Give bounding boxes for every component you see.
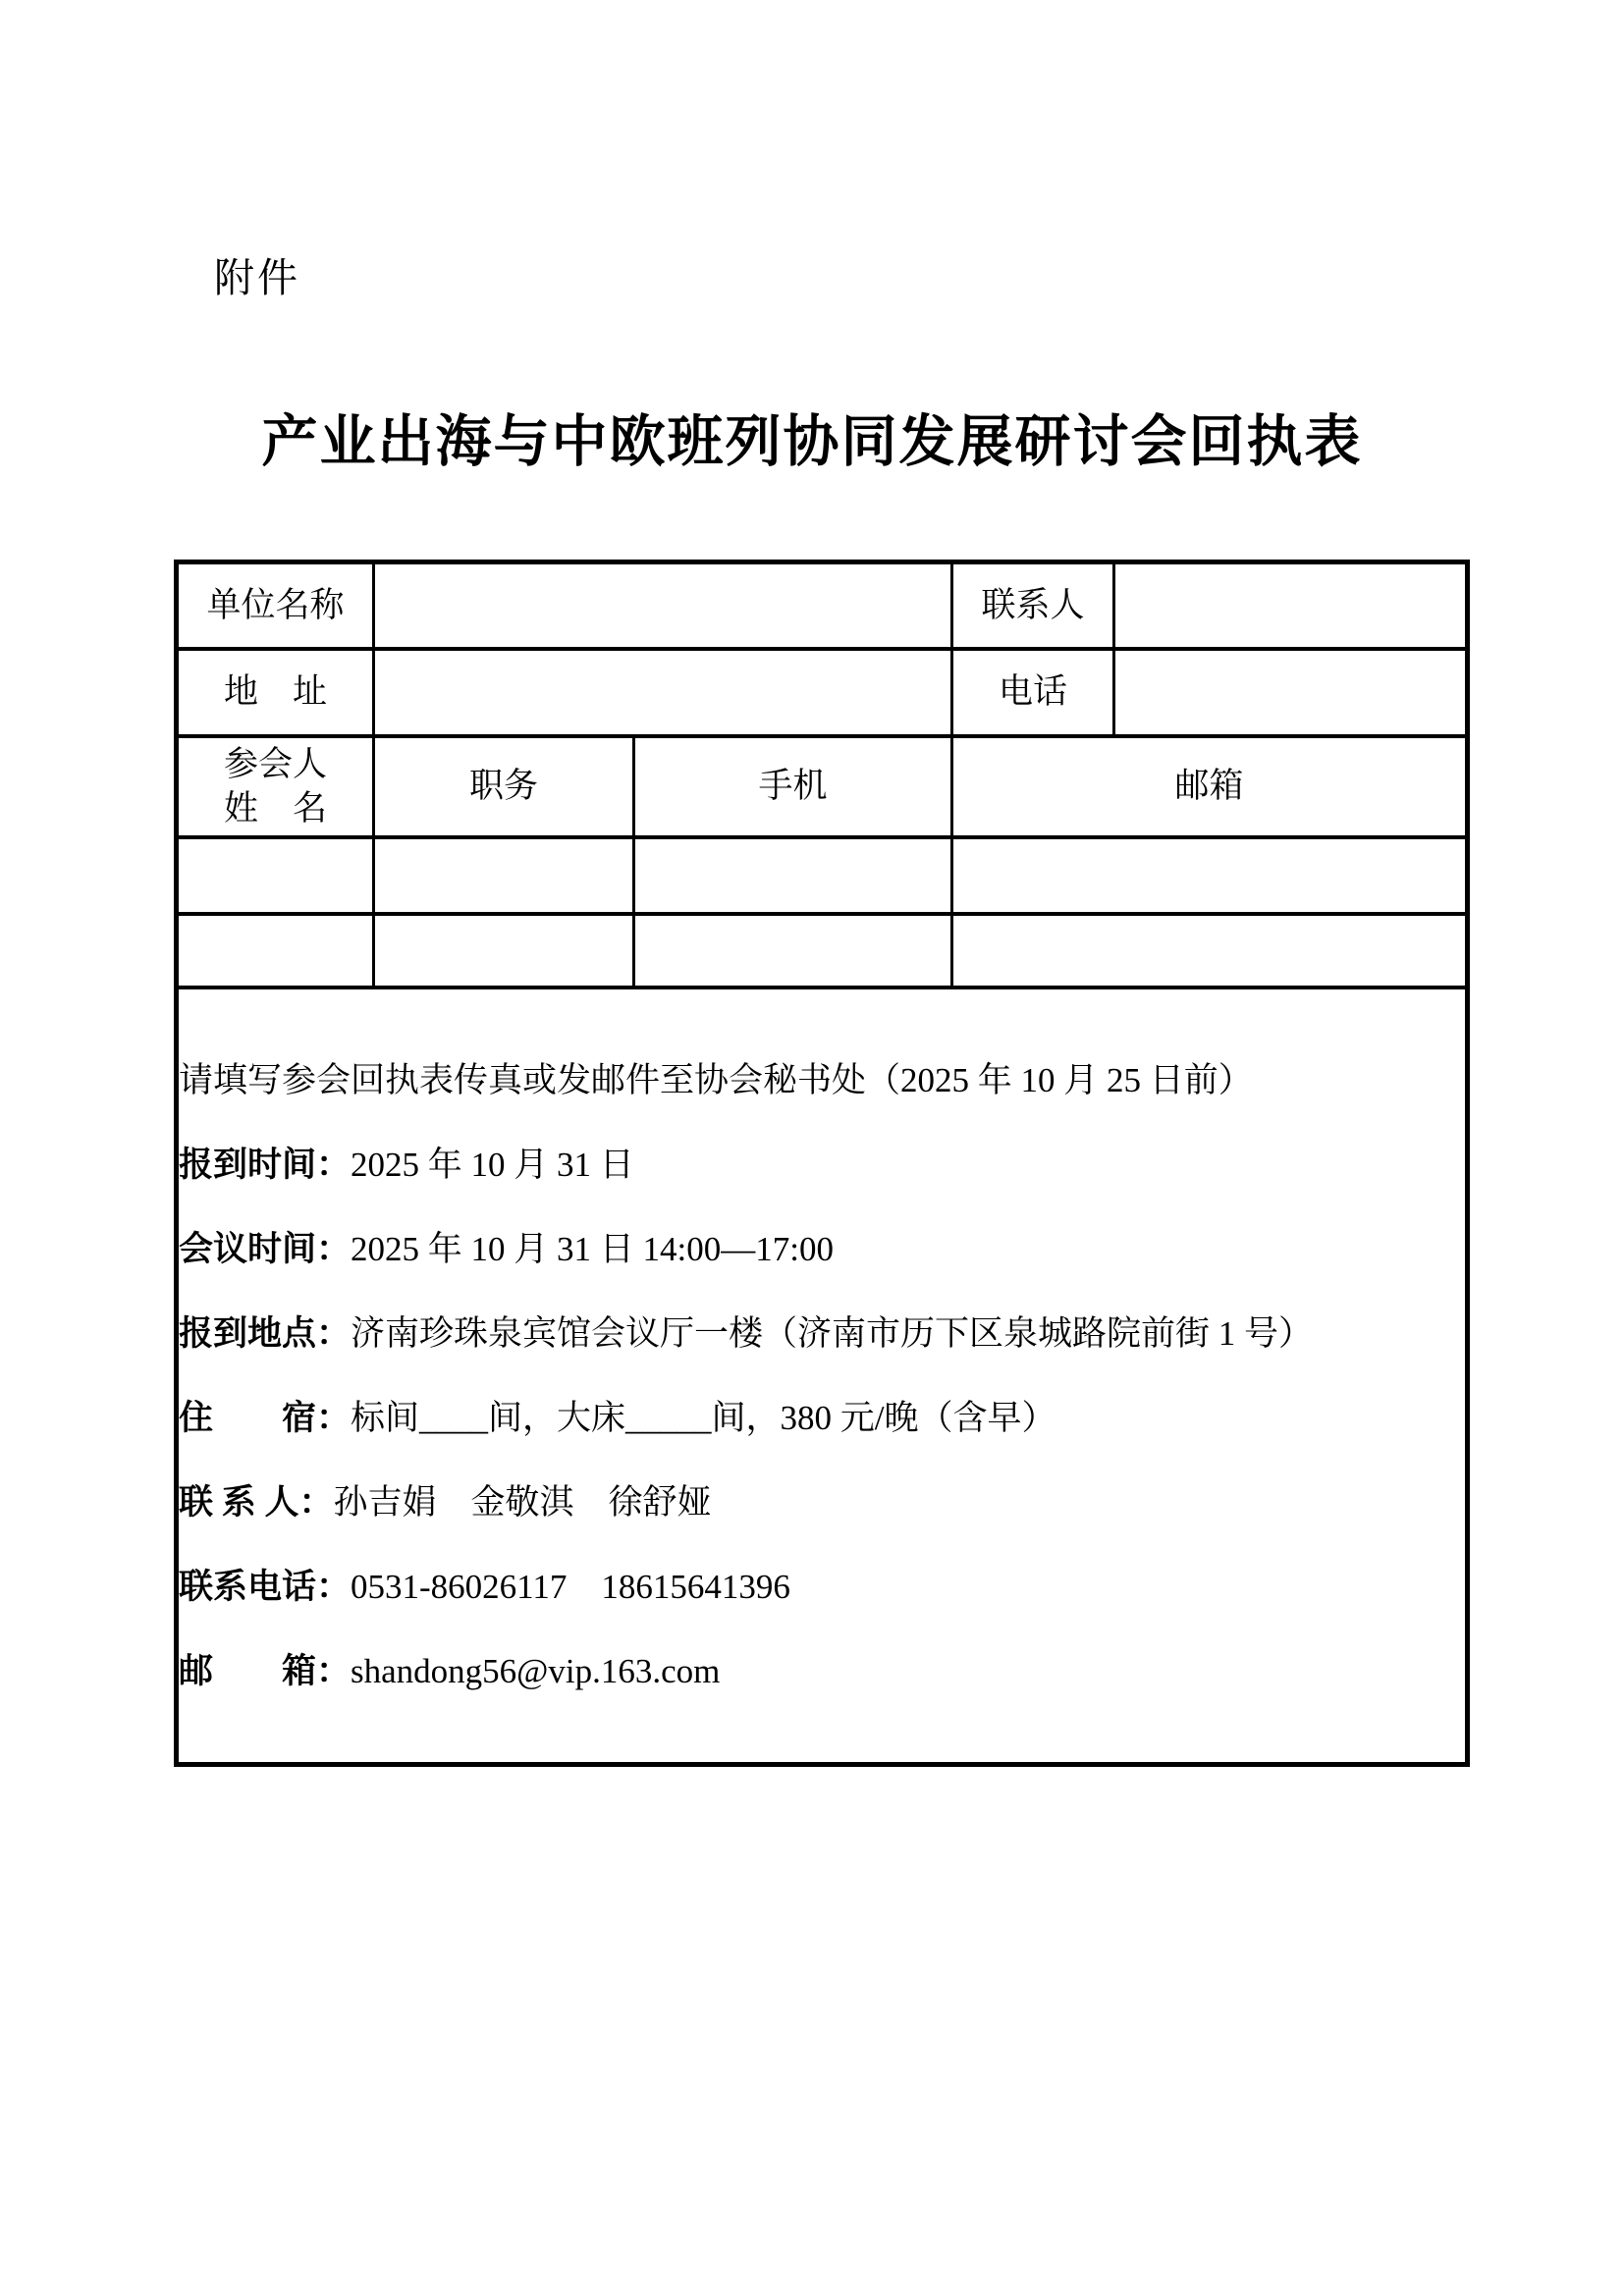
contact-value-cell	[1114, 562, 1468, 649]
note-line-meeting-time	[179, 1206, 1465, 1291]
note-line-label: 联系电话：	[179, 1567, 352, 1606]
note-line-label: 联 系 人：	[179, 1482, 334, 1522]
unit-name-label-cell: 单位名称	[177, 562, 374, 649]
unit-name-value-cell	[374, 562, 952, 649]
email-value-cell	[952, 837, 1468, 914]
note-line-label: 邮 箱：	[179, 1651, 352, 1690]
note-line-contact-phone	[179, 1544, 1465, 1629]
mobile-value-cell	[634, 914, 952, 988]
note-line-text: 孙吉娟 金敬淇 徐舒娅	[333, 1482, 712, 1522]
position-value-cell	[374, 837, 634, 914]
table-row	[177, 988, 1468, 1765]
note-line-label: 会议时间：	[179, 1229, 352, 1268]
note-line-text: 0531-86026117 18615641396	[351, 1567, 790, 1606]
position-value-cell	[374, 914, 634, 988]
position-label-cell: 职务	[374, 736, 634, 837]
attachment-label: 附件	[214, 255, 300, 300]
phone-label-cell: 电话	[952, 649, 1114, 736]
note-line-accommodation	[179, 1375, 1465, 1460]
note-line-checkin-location	[179, 1291, 1465, 1375]
email-label-cell: 邮箱	[952, 736, 1468, 837]
address-label-cell: 地 址	[177, 649, 374, 736]
page-title: 产业出海与中欧班列协同发展研讨会回执表	[261, 410, 1363, 473]
note-line-contacts	[179, 1460, 1465, 1544]
attendee-name-value-cell	[177, 837, 374, 914]
notes-cell	[177, 988, 1468, 1765]
attendee-label-line1: 参会人	[223, 744, 327, 783]
note-line-label: 住 宿：	[179, 1398, 352, 1437]
attendee-name-value-cell	[177, 914, 374, 988]
contact-label-cell: 联系人	[952, 562, 1114, 649]
note-line-instruction	[179, 1038, 1465, 1122]
note-line-text: 2025 年 10 月 31 日 14:00—17:00	[351, 1229, 834, 1268]
note-line-text: 标间____间，大床_____间，380 元/晚（含早）	[351, 1398, 1056, 1437]
table-row	[177, 837, 1468, 914]
reply-form-table	[174, 560, 1470, 1767]
note-line-text: 济南珍珠泉宾馆会议厅一楼（济南市历下区泉城路院前街 1 号）	[351, 1313, 1314, 1353]
note-line-checkin-time	[179, 1122, 1465, 1206]
table-row	[177, 736, 1468, 837]
email-value-cell	[952, 914, 1468, 988]
note-line-text: shandong56@vip.163.com	[351, 1651, 721, 1690]
note-line-text: 2025 年 10 月 31 日	[351, 1145, 634, 1184]
table-row	[177, 649, 1468, 736]
note-line-label: 报到时间：	[179, 1145, 352, 1184]
note-line-text: 请填写参会回执表传真或发邮件至协会秘书处（2025 年 10 月 25 日前）	[179, 1060, 1253, 1099]
note-line-email	[179, 1629, 1465, 1713]
address-value-cell	[374, 649, 952, 736]
table-row	[177, 562, 1468, 649]
attendee-label-line2: 姓 名	[223, 789, 327, 828]
phone-value-cell	[1114, 649, 1468, 736]
table-row	[177, 914, 1468, 988]
mobile-label-cell: 手机	[634, 736, 952, 837]
mobile-value-cell	[634, 837, 952, 914]
note-line-label: 报到地点：	[179, 1313, 352, 1353]
attendee-name-label-cell	[177, 736, 374, 837]
